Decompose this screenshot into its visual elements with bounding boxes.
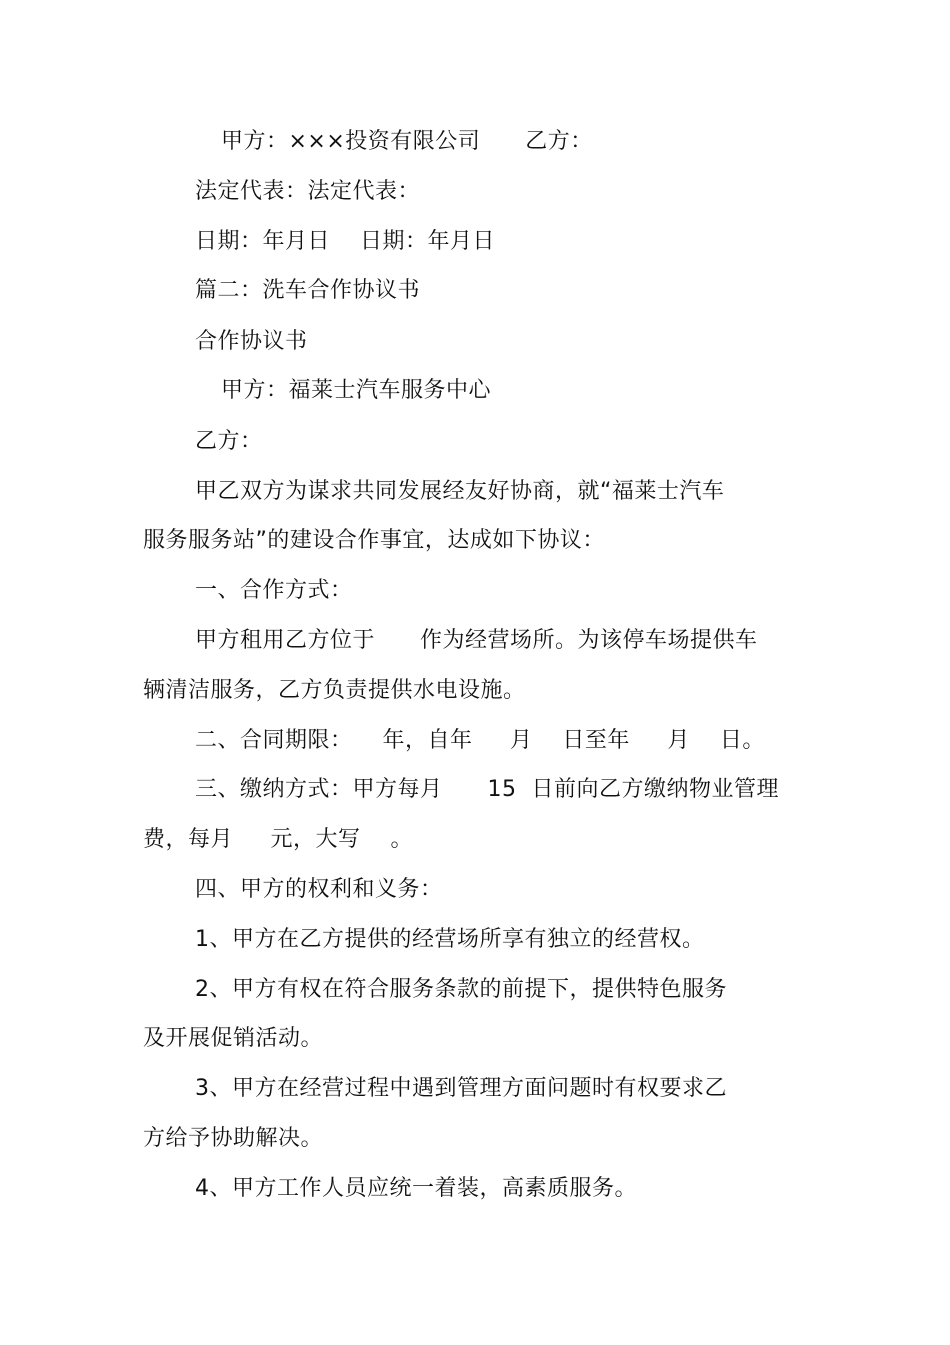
clause-4-item-3-line-1: 3、甲方在经营过程中遇到管理方面问题时有权要求乙	[195, 1076, 727, 1101]
clause-3-line-2: 费，每月 元，大写 。	[143, 827, 413, 852]
agreement-title: 合作协议书	[195, 329, 308, 354]
party-a-line: 甲方：福莱士汽车服务中心	[221, 378, 492, 403]
clause-heading-4: 四、甲方的权利和义务：	[195, 877, 443, 902]
clause-4-item-2-line-1: 2、甲方有权在符合服务条款的前提下，提供特色服务	[195, 977, 727, 1002]
legal-representative-line: 法定代表：法定代表：	[195, 179, 421, 204]
clause-1-line-2: 辆清洁服务，乙方负责提供水电设施。	[143, 678, 526, 703]
clause-4-item-1: 1、甲方在乙方提供的经营场所享有独立的经营权。	[195, 927, 705, 952]
date-line: 日期：年月日 日期：年月日	[195, 229, 495, 254]
clause-1-line-1: 甲方租用乙方位于 作为经营场所。为该停车场提供车	[195, 628, 758, 653]
clause-4-item-4: 4、甲方工作人员应统一着装，高素质服务。	[195, 1176, 637, 1201]
clause-4-item-2-line-2: 及开展促销活动。	[143, 1026, 324, 1051]
party-b-line: 乙方：	[195, 429, 263, 454]
clause-4-item-3-line-2: 方给予协助解决。	[143, 1126, 324, 1151]
intro-paragraph-line-2: 服务服务站”的建设合作事宜，达成如下协议：	[143, 528, 605, 553]
section-heading: 篇二：洗车合作协议书	[195, 278, 421, 303]
clause-2-line: 二、合同期限： 年，自年 月 日至年 月 日。	[195, 728, 765, 753]
intro-paragraph-line-1: 甲乙双方为谋求共同发展经友好协商，就“福莱士汽车	[195, 479, 725, 504]
clause-heading-1: 一、合作方式：	[195, 578, 353, 603]
party-a-b-line: 甲方：×××投资有限公司 乙方：	[221, 129, 593, 154]
clause-3-line-1: 三、缴纳方式：甲方每月 15 日前向乙方缴纳物业管理	[195, 777, 779, 802]
